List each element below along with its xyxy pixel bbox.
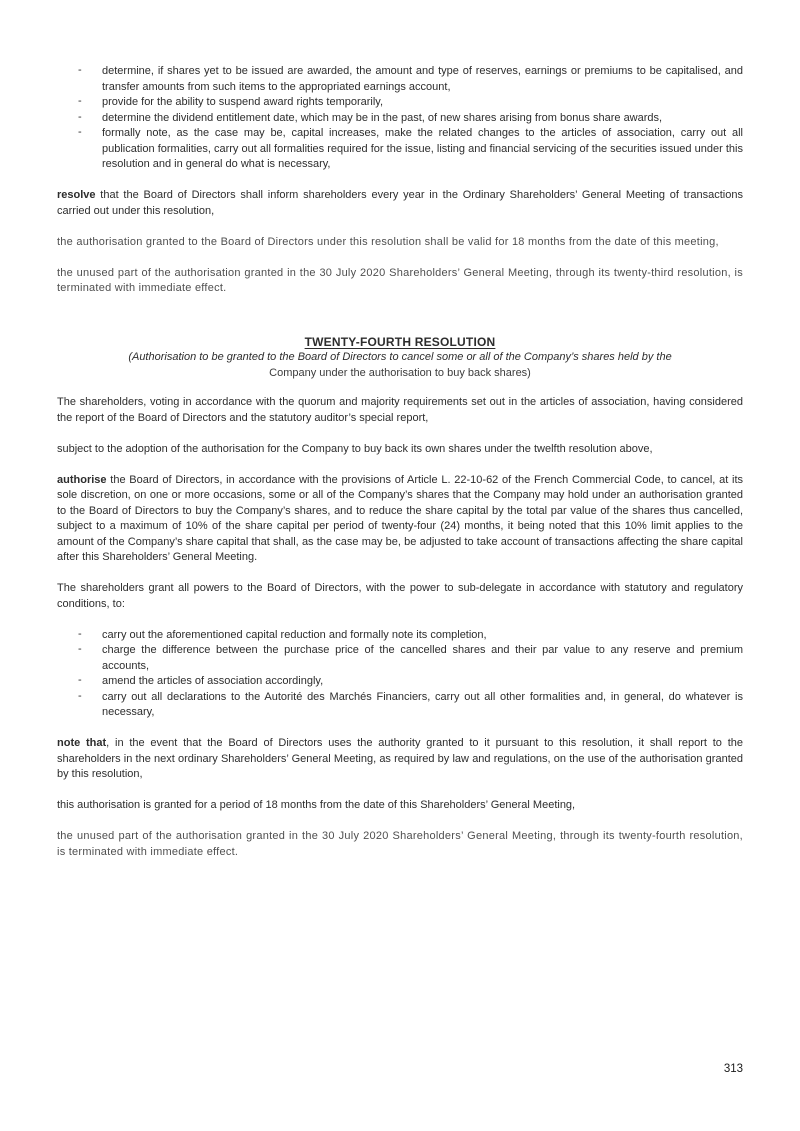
- paragraph-subject: subject to the adoption of the authorisation for the Company to buy back its own shares under the twelfth resolution above,: [57, 442, 653, 455]
- bold-lead: resolve: [57, 189, 96, 201]
- list-item: [57, 690, 743, 721]
- paragraph-eighteen-months: this authorisation is granted for a period of 18 months from the date of this Shareholders’ General Meeting,: [57, 799, 576, 811]
- section-subtitle-line-2: Company under the authorisation to buy back shares): [269, 366, 531, 379]
- section-title-text: TWENTY-FOURTH RESOLUTION: [304, 334, 496, 349]
- paragraph-quorum: The shareholders, voting in accordance with the quorum and majority requirements set out in the articles of association, having considered the report of the Board of Directors and the statutory auditor’s special report,: [57, 396, 743, 424]
- paragraph-resolve: [57, 188, 743, 219]
- paragraph-text: that the Board of Directors shall inform shareholders every year in the Ordinary Shareholders’ General Meeting of transactions carried out under this resolution,: [57, 189, 743, 217]
- section-heading: [57, 335, 743, 382]
- paragraph-note: [57, 736, 743, 783]
- paragraph-powers: The shareholders grant all powers to the Board of Directors, with the power to sub-delegate in accordance with statutory and regulatory conditions, to:: [57, 582, 743, 610]
- list-item-text: determine, if shares yet to be issued are awarded, the amount and type of reserves, earnings or premiums to be capitalised, and transfer amounts from such items to the appropriated earnings account,: [102, 65, 743, 93]
- list-item: [57, 126, 743, 173]
- paragraph-authorise: [57, 473, 743, 566]
- list-item: [57, 674, 743, 690]
- dash-bullet: -: [78, 674, 82, 686]
- list-item: [57, 111, 743, 127]
- dash-bullet: -: [78, 126, 82, 138]
- list-item-text: charge the difference between the purchase price of the cancelled shares and their par value to any reserve and premium accounts,: [102, 644, 743, 672]
- dash-bullet: -: [78, 64, 82, 76]
- list-item-text: provide for the ability to suspend award rights temporarily,: [102, 96, 384, 108]
- list-item-text: carry out the aforementioned capital reduction and formally note its completion,: [102, 628, 487, 641]
- paragraph-text: the Board of Directors, in accordance with the provisions of Article L. 22-10-62 of the French Commercial Code, to cancel, at its sole discretion, on one or more occasions, some or all of the Company’s shares that the Company may hold under an authorisation granted to the Board of Directors to buy the Company’s shares, and to reduce the share capital by the total par value of the shares thus cancelled, subject to a maximum of 10% of the share capital per period of twenty-four (24) months, it being noted that this 10% limit applies to the amount of the Company’s share capital that shall, as the case may be, be adjusted to take account of transactions affecting the share capital after this Shareholders’ General Meeting.: [57, 473, 743, 563]
- paragraph-validity: the authorisation granted to the Board of Directors under this resolution shall be valid for 18 months from the date of this meeting,: [57, 235, 719, 248]
- bullet-list-top: [57, 64, 743, 173]
- dash-bullet: -: [78, 643, 82, 655]
- list-item: [57, 628, 743, 644]
- list-item-text: amend the articles of association accordingly,: [102, 675, 324, 687]
- bold-lead: note that: [57, 737, 107, 749]
- bold-lead: authorise: [57, 473, 107, 486]
- dash-bullet: -: [78, 95, 82, 107]
- paragraph-unused-twenty-third: the unused part of the authorisation granted in the 30 July 2020 Shareholders’ General Meeting, through its twenty-third resolution, is terminated with immediate effect.: [57, 266, 743, 294]
- list-item-text: determine the dividend entitlement date, which may be in the past, of new shares arising from bonus share awards,: [102, 111, 663, 124]
- section-title: [57, 335, 743, 351]
- dash-bullet: -: [78, 627, 82, 640]
- list-item-text: carry out all declarations to the Autorité des Marchés Financiers, carry out all other formalities and, in general, do whatever is necessary,: [102, 690, 743, 718]
- dash-bullet: -: [78, 110, 82, 123]
- document-content: [57, 64, 743, 876]
- list-item-text: formally note, as the case may be, capital increases, make the related changes to the articles of association, carry out all publication formalities, carry out all formalities required for the issue, listing and financial servicing of the securities issued under this resolution and in general do what is necessary,: [102, 127, 743, 170]
- paragraph-text: , in the event that the Board of Directors uses the authority granted to it pursuant to this resolution, it shall report to the shareholders in the next ordinary Shareholders’ General Meeting, as required by law and regulations, on the use of the authorisation granted by this resolution,: [57, 737, 743, 780]
- list-item: [57, 95, 743, 111]
- page-number: 313: [723, 1063, 743, 1075]
- bullet-list-bottom: [57, 628, 743, 721]
- section-subtitle-line-1: (Authorisation to be granted to the Board of Directors to cancel some or all of the Company’s shares held by the: [128, 351, 672, 363]
- paragraph-unused-twenty-fourth: the unused part of the authorisation granted in the 30 July 2020 Shareholders’ General Meeting, through its twenty-fourth resolution, is terminated with immediate effect.: [57, 830, 743, 858]
- list-item: [57, 64, 743, 95]
- dash-bullet: -: [78, 689, 82, 702]
- list-item: [57, 643, 743, 674]
